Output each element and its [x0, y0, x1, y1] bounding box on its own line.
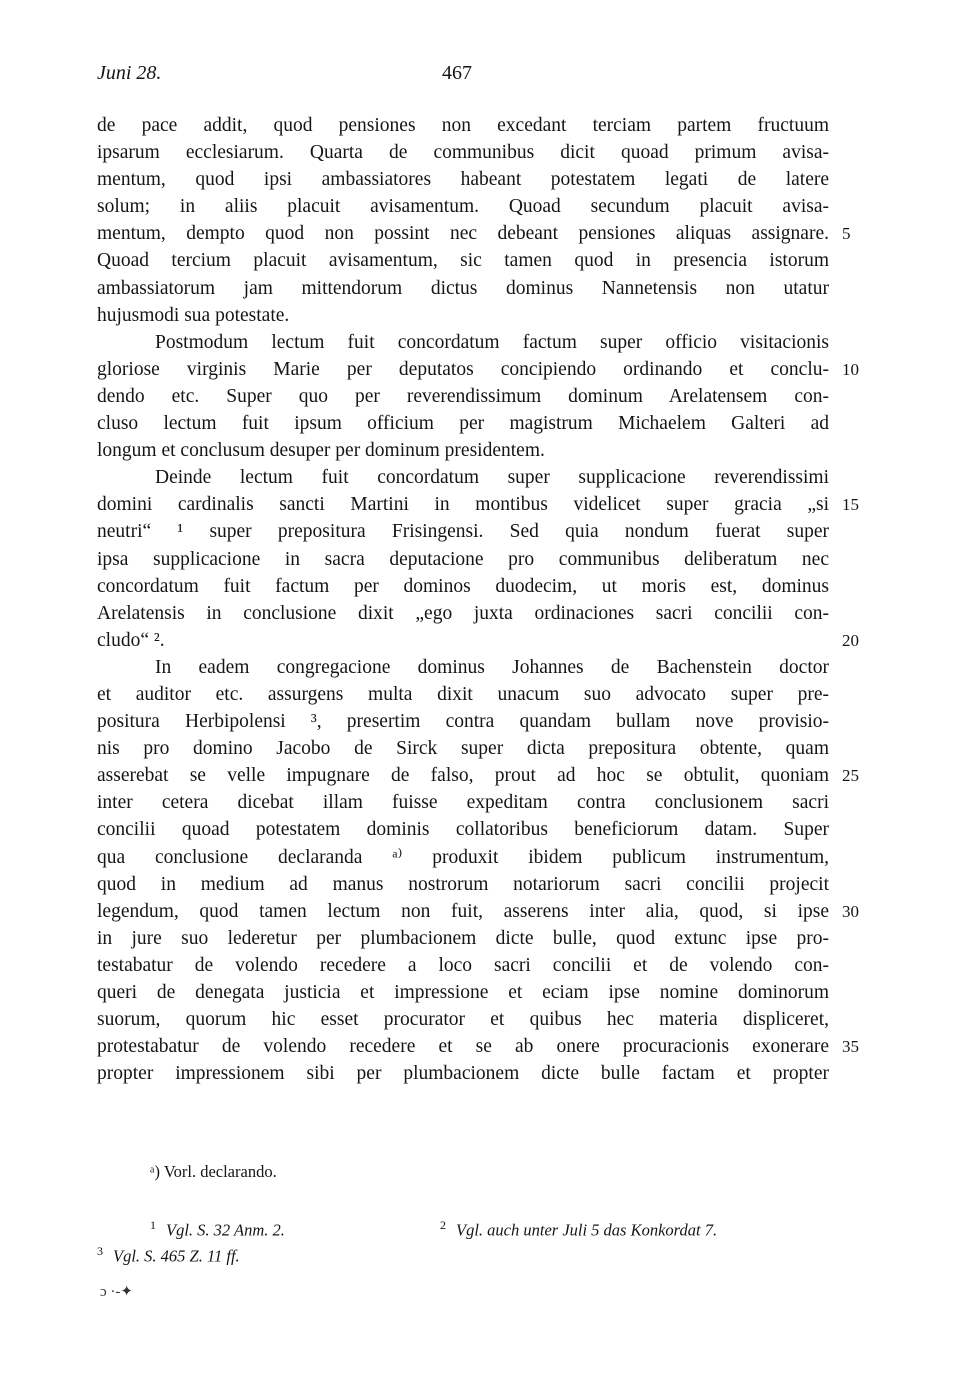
- text-line: [97, 1033, 859, 1060]
- line-text: cluso lectum fuit ipsum officium per magistrum Michaelem Galteri ad: [97, 413, 829, 435]
- text-line: [97, 275, 829, 302]
- line-text: domini cardinalis sancti Martini in montibus videlicet super gracia „si: [97, 494, 829, 516]
- text-line: [97, 546, 829, 573]
- line-number: 35: [842, 1037, 859, 1057]
- line-text: asserebat se velle impugnare de falso, prout ad hoc se obtulit, quoniam: [97, 765, 829, 787]
- text-line: [97, 410, 829, 437]
- footnote-1: [150, 1218, 285, 1241]
- footnote-number: 2: [440, 1218, 446, 1232]
- line-text: In eadem congregacione dominus Johannes de Bachenstein doctor: [155, 656, 829, 678]
- footnote-number: 1: [150, 1218, 156, 1232]
- line-number: 20: [842, 630, 859, 650]
- text-line: [97, 112, 829, 139]
- line-number: 10: [842, 359, 859, 379]
- line-text: ipsarum ecclesiarum. Quarta de communibus dicit quoad primum avisa-: [97, 142, 829, 164]
- running-header: [97, 62, 829, 92]
- line-number: 5: [842, 224, 851, 244]
- text-line: [97, 789, 829, 816]
- line-text: Quoad tercium placuit avisamentum, sic tamen quod in presencia istorum: [97, 250, 829, 272]
- text-line: [97, 166, 829, 193]
- text-line: [97, 383, 829, 410]
- line-text: nis pro domino Jacobo de Sirck super dicta prepositura obtente, quam: [97, 738, 829, 760]
- text-line: [97, 437, 829, 464]
- line-text: mentum, quod ipsi ambassiatores habeant potestatem legati de latere: [97, 169, 829, 191]
- page-number: 467: [442, 62, 472, 84]
- line-text: concordatum fuit factum per dominos duodecim, ut moris est, dominus: [97, 575, 829, 597]
- text-line: [97, 762, 859, 789]
- line-text: suorum, quorum hic esset procurator et quibus hec materia displiceret,: [97, 1009, 829, 1031]
- line-text: in jure suo lederetur per plumbacionem dicte bulle, quod extunc ipse pro-: [97, 927, 829, 949]
- line-text: neutri“ ¹ super prepositura Frisingensi. Sed quia nondum fuerat super: [97, 521, 829, 543]
- apparatus-note-a: ᵃ) Vorl. declarando.: [150, 1162, 277, 1181]
- line-text: Arelatensis in conclusione dixit „ego juxta ordinaciones sacri concilii con-: [97, 602, 829, 624]
- line-text: longum et conclusum desuper per dominum presidentem.: [97, 440, 545, 462]
- text-line: [97, 979, 829, 1006]
- text-line: [97, 329, 829, 356]
- line-text: propter impressionem sibi per plumbacionem dicte bulle factam et propter: [97, 1063, 829, 1085]
- text-line: [97, 925, 829, 952]
- footnote-text: Vgl. S. 465 Z. 11 ff.: [113, 1246, 240, 1266]
- text-line: [97, 654, 829, 681]
- line-text: queri de denegata justicia et impressione et eciam ipse nomine dominorum: [97, 982, 829, 1003]
- text-line: [97, 871, 829, 898]
- line-number: 15: [842, 495, 859, 515]
- line-text: mentum, dempto quod non possint nec debeant pensiones aliquas assignare.: [97, 223, 829, 245]
- printer-mark: ɔ ·-✦: [100, 1284, 133, 1300]
- text-line: [97, 1060, 829, 1087]
- header-date: Juni 28.: [97, 62, 162, 84]
- line-text: inter cetera dicebat illam fuisse expeditam contra conclusionem sacri: [97, 792, 829, 814]
- line-text: Postmodum lectum fuit concordatum factum super officio visitacionis: [155, 331, 829, 353]
- text-line: [97, 844, 829, 871]
- text-line: [97, 600, 829, 627]
- line-text: gloriose virginis Marie per deputatos concipiendo ordinando et conclu-: [97, 358, 829, 380]
- line-text: protestabatur de volendo recedere et se ab onere procuracionis exonerare: [97, 1036, 829, 1058]
- line-text: de pace addit, quod pensiones non excedant terciam partem fructuum: [97, 115, 829, 136]
- line-text: ipsa supplicacione in sacra deputacione pro communibus deliberatum nec: [97, 548, 829, 570]
- line-text: concilii quoad potestatem dominis collatoribus beneficiorum datam. Super: [97, 819, 829, 841]
- footnote-3: [97, 1244, 240, 1267]
- text-line: [97, 708, 829, 735]
- text-line: [97, 573, 829, 600]
- line-number: 30: [842, 901, 859, 921]
- text-line: [97, 627, 859, 654]
- text-line: [97, 220, 851, 247]
- line-text: solum; in aliis placuit avisamentum. Quoad secundum placuit avisa-: [97, 196, 829, 218]
- line-text: Deinde lectum fuit concordatum super supplicacione reverendissimi: [155, 467, 829, 489]
- text-line: [97, 247, 829, 274]
- text-line: [97, 735, 829, 762]
- line-text: ambassiatorum jam mittendorum dictus dominus Nannetensis non utatur: [97, 277, 829, 299]
- line-text: quod in medium ad manus nostrorum notariorum sacri concilii projecit: [97, 873, 829, 895]
- line-text: cludo“ ².: [97, 629, 165, 651]
- line-text: positura Herbipolensi ³, presertim contra quandam bullam nove provisio-: [97, 711, 829, 733]
- text-line: [97, 193, 829, 220]
- line-text: hujusmodi sua potestate.: [97, 304, 290, 326]
- text-line: [97, 464, 829, 491]
- line-text: dendo etc. Super quo per reverendissimum dominum Arelatensem con-: [97, 385, 829, 407]
- text-line: [97, 952, 829, 979]
- footnote-number: 3: [97, 1244, 103, 1258]
- line-text: testabatur de volendo recedere a loco sacri concilii et de volendo con-: [97, 954, 829, 976]
- text-line: [97, 491, 859, 518]
- footnote-2: [440, 1218, 717, 1241]
- text-line: [97, 139, 829, 166]
- main-text: [97, 112, 859, 1087]
- line-text: et auditor etc. assurgens multa dixit unacum suo advocato super pre-: [97, 683, 829, 705]
- line-number: 25: [842, 766, 859, 786]
- line-text: legendum, quod tamen lectum non fuit, asserens inter alia, quod, si ipse: [97, 900, 829, 922]
- text-line: [97, 1006, 829, 1033]
- text-line: [97, 518, 829, 545]
- footnote-text: Vgl. S. 32 Anm. 2.: [166, 1220, 285, 1240]
- text-line: [97, 681, 829, 708]
- text-line: [97, 816, 829, 843]
- text-line: [97, 356, 859, 383]
- line-text: qua conclusione declaranda ᵃ⁾ produxit ibidem publicum instrumentum,: [97, 846, 829, 868]
- footnote-text: Vgl. auch unter Juli 5 das Konkordat 7.: [456, 1220, 718, 1240]
- text-line: [97, 302, 829, 329]
- text-line: [97, 898, 859, 925]
